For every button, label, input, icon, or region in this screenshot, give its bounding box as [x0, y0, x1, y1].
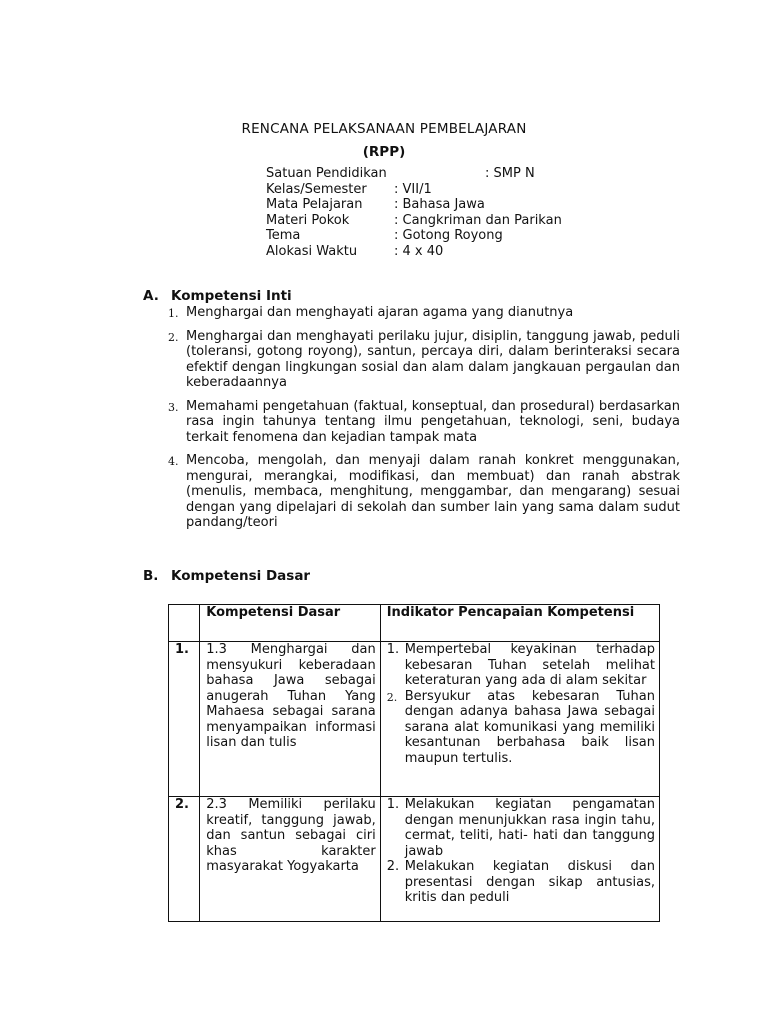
section-a-heading	[143, 289, 292, 305]
table-row	[169, 642, 660, 797]
list-number: 2.	[386, 859, 400, 874]
table-row	[169, 797, 660, 922]
identity-label: Satuan Pendidikan	[266, 166, 387, 181]
identity-value: : Cangkriman dan Parikan	[394, 212, 562, 228]
table-cell	[380, 797, 659, 922]
list-text: Melakukan kegiatan diskusi dan presentasi dengan sikap antusias, kritis dan peduli	[404, 859, 655, 905]
list-number: 1.	[168, 307, 179, 320]
kd-text: 1.3 Menghargai dan mensyukuri keberadaan bahasa Jawa sebagai anugerah Tuhan Yang Mahaesa sebagai sarana menyampaikan informasi lisan dan tulis	[206, 642, 376, 750]
list-item	[168, 399, 680, 446]
identity-value: : Bahasa Jawa	[394, 197, 485, 212]
list-item	[387, 859, 655, 906]
list-item	[387, 689, 655, 767]
list-item	[387, 797, 655, 859]
table-header-cell: Kompetensi Dasar	[200, 605, 380, 642]
identity-value: : SMP N	[485, 166, 535, 181]
identity-label: Kelas/Semester	[266, 181, 367, 197]
list-text: Memahami pengetahuan (faktual, konseptual, dan prosedural) berdasarkan rasa ingin tahunya tentang ilmu pengetahuan, teknologi, seni, budaya terkait fenomena dan kejadian tampak mata	[186, 398, 680, 445]
identity-value: : VII/1	[394, 181, 432, 197]
list-text: Menghargai dan menghayati perilaku jujur, disiplin, tanggung jawab, peduli (toleransi, gotong royong), santun, percaya diri, dalam berinteraksi secara efektif dengan lingkungan sosial dan alam dalam jangkauan pergaulan dan keberadaannya	[186, 328, 680, 390]
list-text: Melakukan kegiatan pengamatan dengan menunjukkan rasa ingin tahu, cermat, teliti, hati- hati dan tanggung jawab	[404, 797, 655, 859]
list-item	[168, 329, 680, 391]
section-title: Kompetensi Inti	[171, 288, 292, 304]
list-number: 2.	[168, 330, 179, 344]
section-title: Kompetensi Dasar	[171, 568, 311, 584]
identity-value: : 4 x 40	[394, 243, 444, 259]
identity-label: Alokasi Waktu	[266, 243, 358, 259]
list-number: 1.	[386, 642, 400, 657]
table-header-row	[169, 605, 660, 642]
table-header-cell: Indikator Pencapaian Kompetensi	[380, 605, 659, 642]
document-title: RENCANA PELAKSANAAN PEMBELAJARAN	[241, 121, 527, 137]
table-cell	[200, 642, 380, 797]
list-item	[168, 305, 680, 321]
list-item	[387, 642, 655, 689]
list-number: 1.	[386, 797, 400, 812]
list-number: 2.	[386, 690, 398, 704]
list-item	[168, 453, 680, 531]
identity-label: Materi Pokok	[266, 212, 350, 228]
kd-text: 2.3 Memiliki perilaku kreatif, tanggung jawab, dan santun sebagai ciri khas karakter masyarakat Yogyakarta	[206, 797, 376, 874]
table-cell	[200, 797, 380, 922]
section-letter: B.	[143, 568, 159, 584]
table-header-cell	[169, 605, 200, 642]
row-number: 1.	[169, 642, 200, 797]
list-text: Mencoba, mengolah, dan menyaji dalam ranah konkret menggunakan, mengurai, merangkai, modifikasi, dan membuat) dan ranah abstrak (menulis, membaca, menghitung, menggambar, dan mengarang) sesuai dengan yang dipelajari di sekolah dan sumber lain yang sama dalam sudut pandang/teori	[186, 453, 680, 530]
section-b-heading	[143, 569, 310, 585]
kompetensi-inti-list	[168, 305, 680, 539]
list-number: 4.	[168, 455, 179, 468]
identity-value: : Gotong Royong	[394, 228, 503, 243]
list-text: Mempertebal keyakinan terhadap kebesaran Tuhan setelah melihat keteraturan yang ada di alam sekitar	[404, 642, 655, 688]
table-cell	[380, 642, 659, 797]
list-text: Menghargai dan menghayati ajaran agama yang dianutnya	[186, 305, 574, 320]
kompetensi-dasar-table	[168, 604, 660, 922]
cell-content	[387, 797, 655, 921]
identity-label: Mata Pelajaran	[266, 197, 363, 212]
document-subtitle: (RPP)	[362, 144, 406, 160]
identity-label: Tema	[266, 228, 301, 243]
section-letter: A.	[143, 288, 159, 304]
row-number: 2.	[169, 797, 200, 922]
list-number: 3.	[168, 400, 179, 414]
list-text: Bersyukur atas kebesaran Tuhan dengan adanya bahasa Jawa sebagai sarana alat komunikasi yang memiliki kesantunan berbahasa baik lisan maupun tertulis.	[404, 688, 655, 766]
